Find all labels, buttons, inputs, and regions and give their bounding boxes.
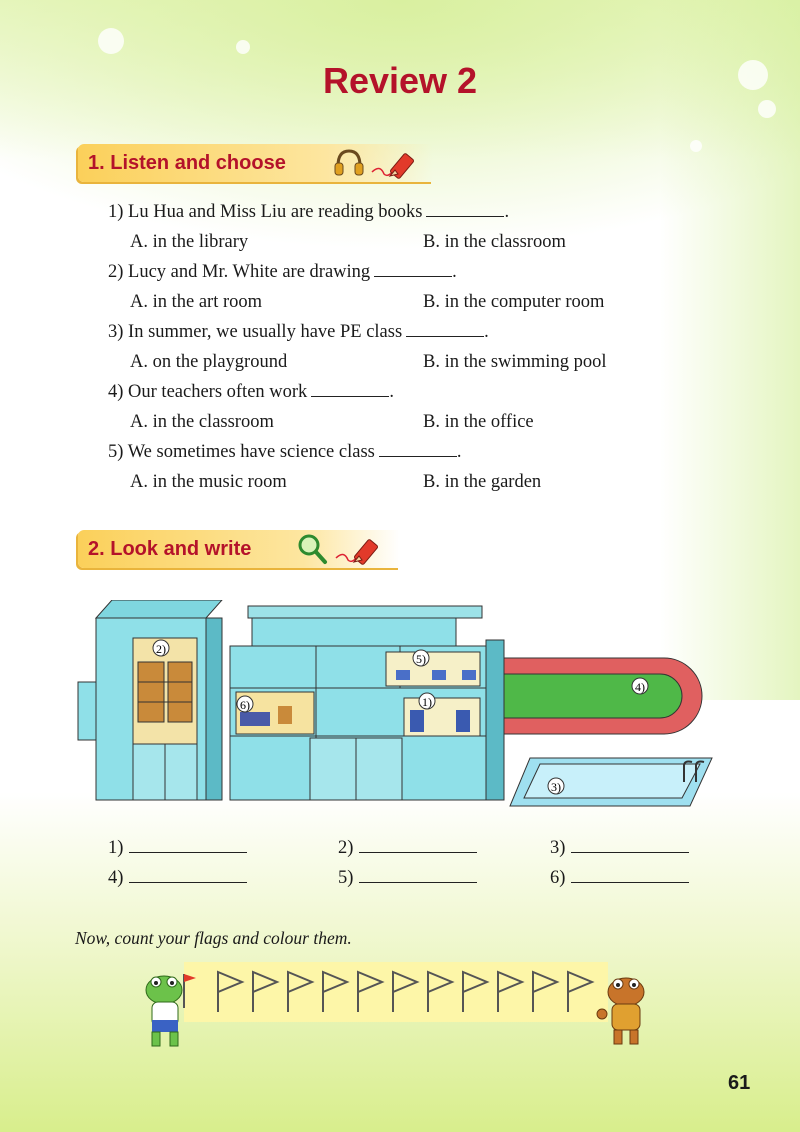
question-1-stem: 1) Lu Hua and Miss Liu are reading books . — [108, 202, 510, 222]
pencil-icon — [368, 146, 428, 180]
bokeh-decoration — [690, 140, 702, 152]
flag-outline[interactable] — [568, 972, 592, 1012]
flag-outline[interactable] — [358, 972, 382, 1012]
toad-mascot-icon — [596, 974, 652, 1046]
flag-outline[interactable] — [393, 972, 417, 1012]
write-line-2[interactable]: 2) — [338, 838, 477, 859]
write-line-6[interactable]: 6) — [550, 868, 689, 889]
question-4-stem: 4) Our teachers often work . — [108, 382, 394, 402]
bokeh-decoration — [98, 28, 124, 54]
question-3-stem: 3) In summer, we usually have PE class . — [108, 322, 489, 342]
headphones-icon — [332, 146, 366, 180]
magnifier-icon — [296, 532, 328, 566]
question-1-option-a: A. in the library — [130, 232, 249, 252]
flag-outline[interactable] — [253, 972, 277, 1012]
question-2-stem: 2) Lucy and Mr. White are drawing . — [108, 262, 457, 282]
section2-banner — [78, 530, 400, 568]
main-building — [230, 606, 504, 800]
swimming-pool — [510, 758, 712, 806]
flag-outline[interactable] — [218, 972, 242, 1012]
question-3-option-a: A. on the playground — [130, 352, 288, 372]
question-5-stem: 5) We sometimes have science class . — [108, 442, 462, 462]
question-2-option-b: B. in the computer room — [423, 292, 605, 312]
question-4-option-b: B. in the office — [423, 412, 534, 432]
write-line-1[interactable]: 1) — [108, 838, 247, 859]
flag-outline[interactable] — [463, 972, 487, 1012]
background-glow — [660, 0, 800, 700]
school-illustration — [0, 600, 800, 830]
picture-label-5 — [413, 650, 429, 666]
picture-label-4 — [632, 678, 648, 694]
section1-heading: 1. Listen and choose — [88, 152, 286, 174]
question-2-option-a: A. in the art room — [130, 292, 263, 312]
page-title: Review 2 — [322, 60, 478, 101]
bokeh-decoration — [236, 40, 250, 54]
answer-blank[interactable] — [406, 322, 484, 337]
svg-text:4): 4) — [635, 680, 645, 694]
svg-text:3): 3) — [551, 780, 561, 794]
answer-blank[interactable] — [374, 262, 452, 277]
svg-text:2): 2) — [156, 642, 166, 656]
write-line-5[interactable]: 5) — [338, 868, 477, 889]
question-5-option-b: B. in the garden — [423, 472, 542, 492]
instruction-text: Now, count your flags and colour them. — [75, 928, 352, 948]
page-number: 61 — [728, 1072, 751, 1094]
flag-outline[interactable] — [323, 972, 347, 1012]
picture-label-1 — [419, 693, 435, 709]
library-building — [78, 600, 222, 800]
bokeh-decoration — [758, 100, 776, 118]
svg-text:1): 1) — [422, 695, 432, 709]
picture-label-3 — [548, 778, 564, 794]
question-4-option-a: A. in the classroom — [130, 412, 274, 432]
flags-row — [184, 962, 608, 1022]
answer-blank[interactable] — [311, 382, 389, 397]
pencil-icon — [332, 532, 392, 566]
flag-outline[interactable] — [288, 972, 312, 1012]
answer-blank[interactable] — [426, 202, 504, 217]
frog-mascot-icon — [134, 972, 198, 1050]
flag-outline[interactable] — [428, 972, 452, 1012]
answer-blank[interactable] — [379, 442, 457, 457]
flag-outline[interactable] — [498, 972, 522, 1012]
flag-bar — [184, 962, 608, 1022]
write-line-3[interactable]: 3) — [550, 838, 689, 859]
question-5-option-a: A. in the music room — [130, 472, 287, 492]
section2-heading: 2. Look and write — [88, 538, 252, 560]
svg-text:5): 5) — [416, 652, 426, 666]
picture-label-2 — [153, 640, 169, 656]
question-3-option-b: B. in the swimming pool — [423, 352, 607, 372]
running-track — [504, 658, 702, 734]
svg-text:6): 6) — [240, 698, 250, 712]
picture-label-6 — [237, 696, 253, 712]
flag-outline[interactable] — [533, 972, 557, 1012]
section1-banner — [78, 144, 433, 182]
write-line-4[interactable]: 4) — [108, 868, 247, 889]
question-1-option-b: B. in the classroom — [423, 232, 566, 252]
